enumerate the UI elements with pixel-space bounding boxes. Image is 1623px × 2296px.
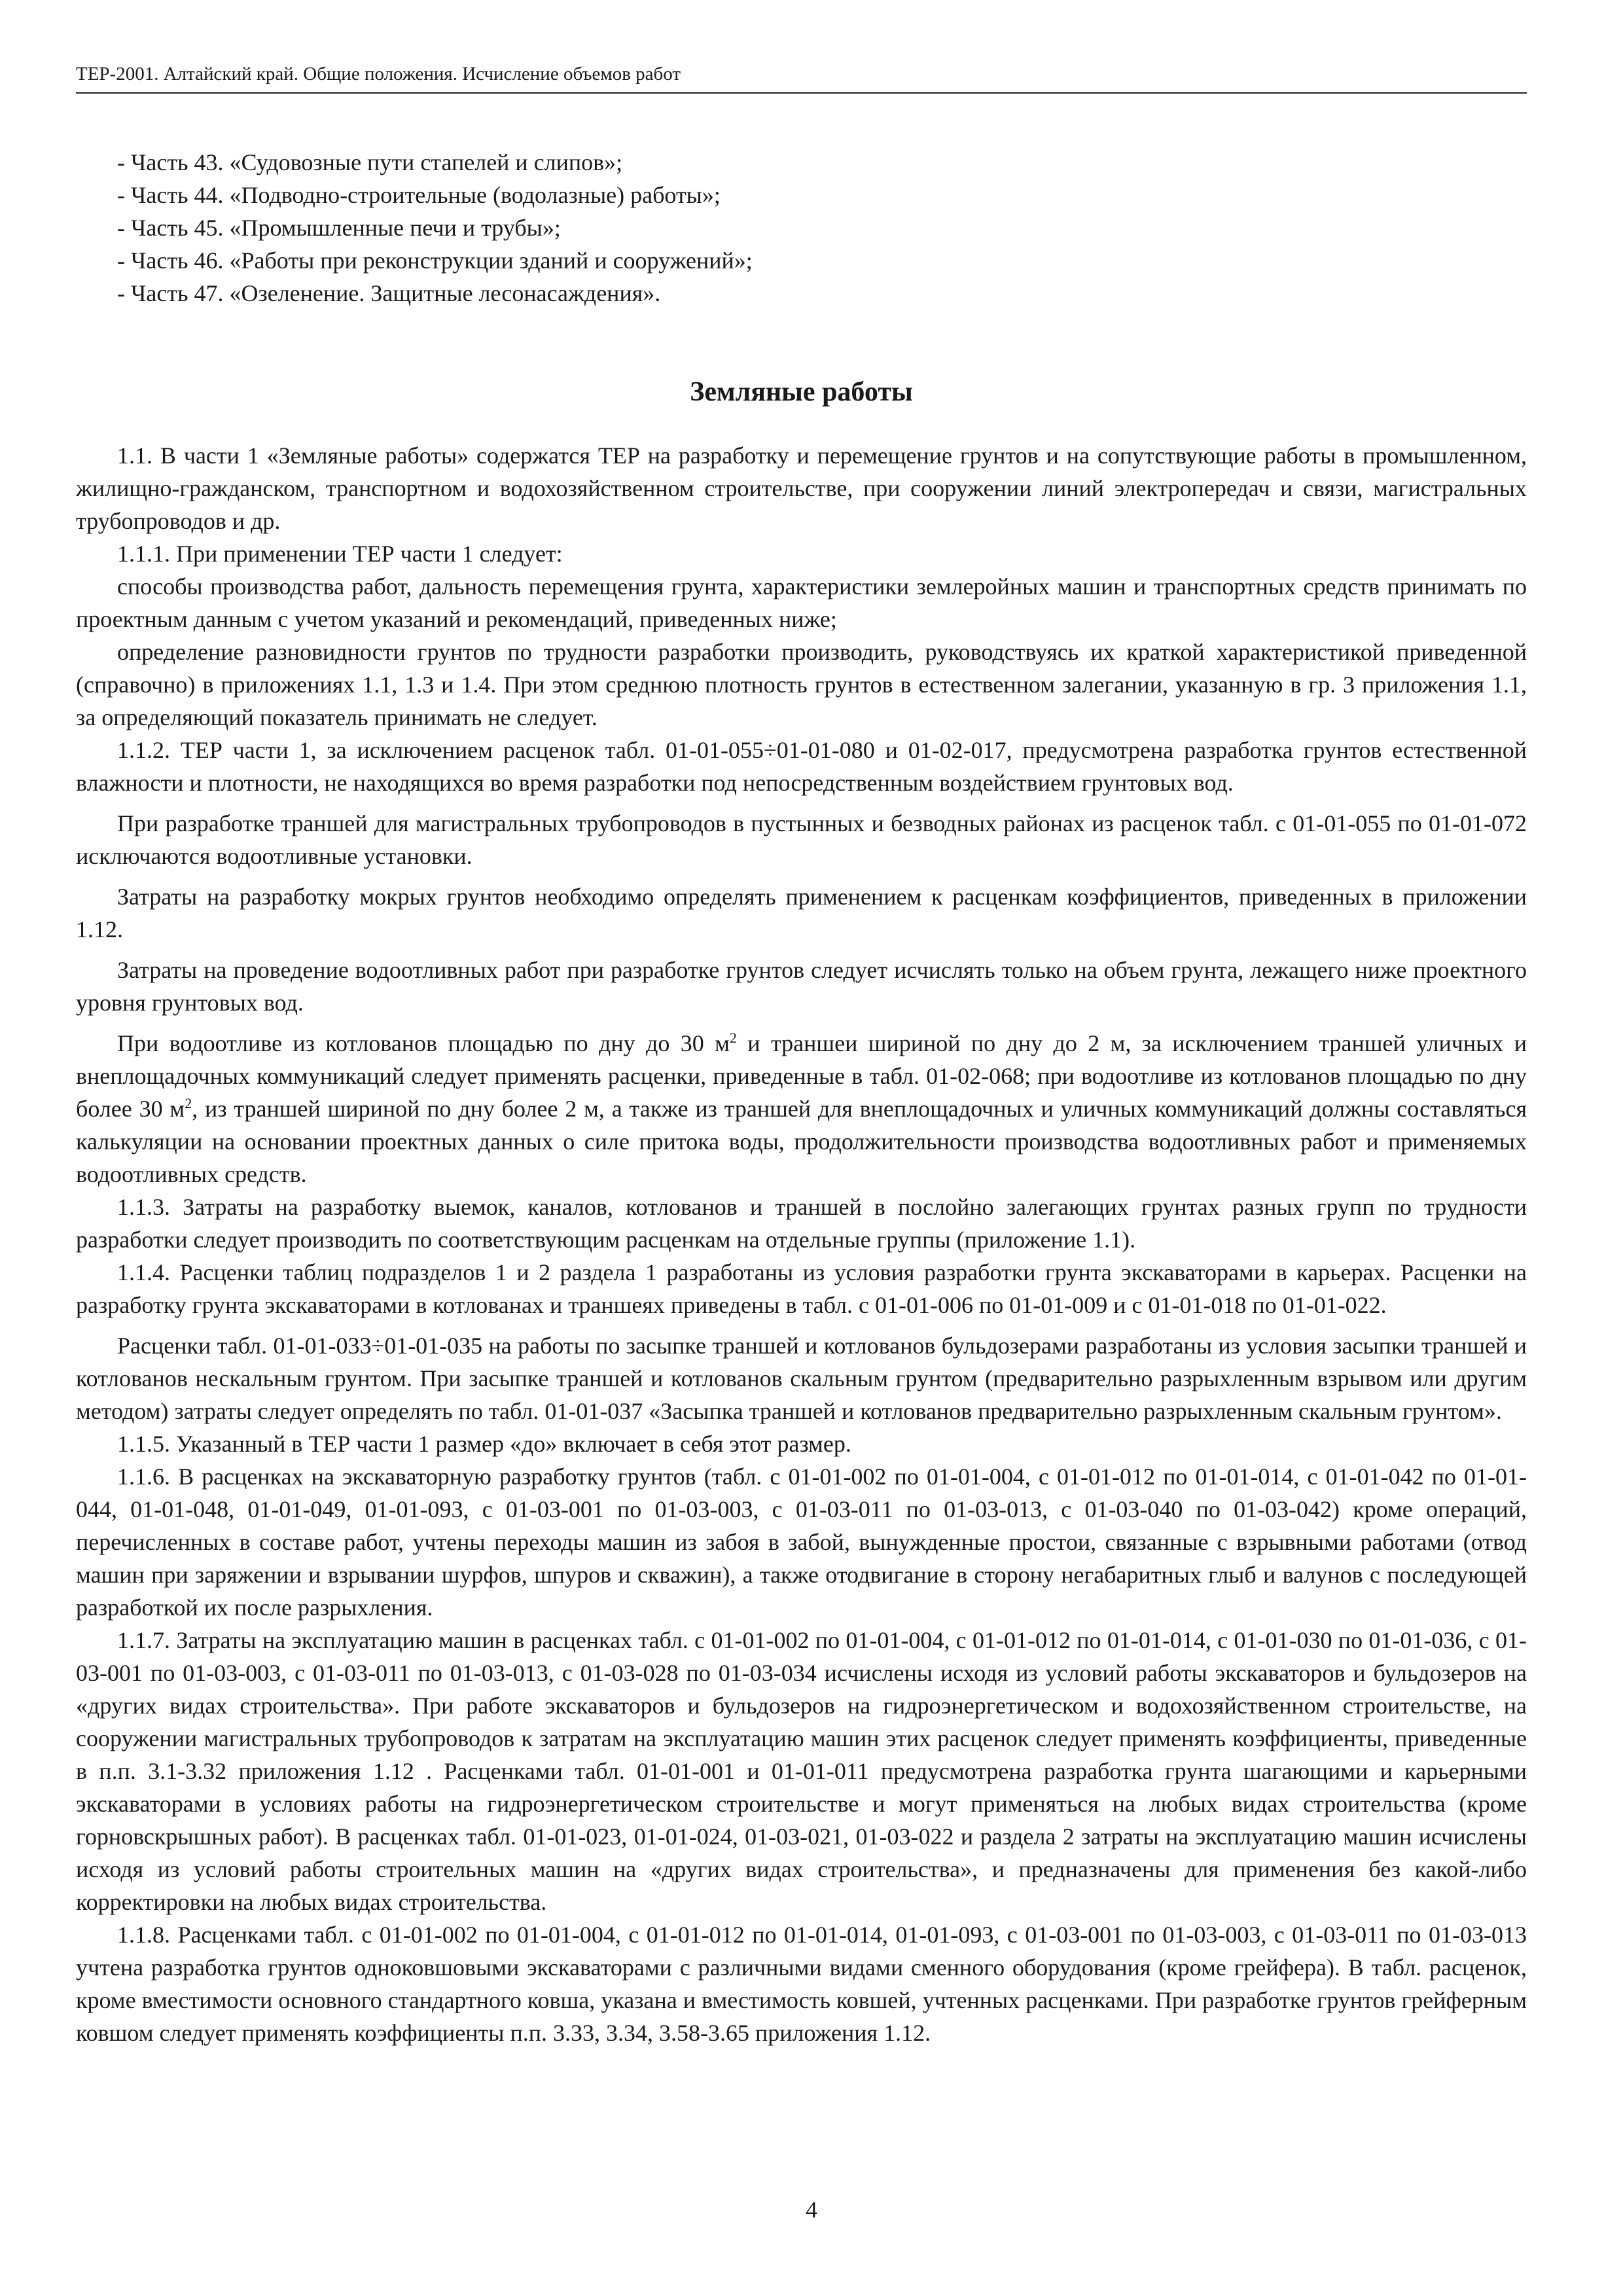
list-item: - Часть 43. «Судовозные пути стапелей и слипов»; bbox=[117, 149, 623, 175]
text-run: При водоотливе из котлованов площадью по дну до 30 м bbox=[117, 1030, 730, 1056]
paragraph: способы производства работ, дальность перемещения грунта, характеристики землеройных машин и транспортных средств принимать по проектным данным с учетом указаний и рекомендаций, приведенных ниже; bbox=[76, 573, 1527, 632]
paragraph: Затраты на разработку мокрых грунтов необходимо определять применением к расценкам коэффициентов, приведенных в приложении 1.12. bbox=[76, 883, 1527, 942]
paragraph: Расценки табл. 01-01-033÷01-01-035 на работы по засыпке траншей и котлованов бульдозерами разработаны из условия засыпки траншей и котлованов нескальным грунтом. При засыпке траншей и котлованов скальным грунтом (предварительно разрыхленным взрывом или другим методом) затраты следует определять по табл. 01-01-037 «Засыпка траншей и котлованов предварительно разрыхленным скальным грунтом». bbox=[76, 1332, 1527, 1424]
document-body bbox=[76, 439, 1527, 2049]
list-item: - Часть 47. «Озеленение. Защитные лесонасаждения». bbox=[117, 279, 661, 306]
paragraph: 1.1.5. Указанный в ТЕР части 1 размер «до» включает в себя этот размер. bbox=[117, 1430, 851, 1457]
list-item: - Часть 46. «Работы при реконструкции зданий и сооружений»; bbox=[117, 247, 753, 274]
paragraph-with-superscripts bbox=[76, 1027, 1527, 1191]
paragraph: 1.1.2. ТЕР части 1, за исключением расценок табл. 01-01-055÷01-01-080 и 01-02-017, предусмотрена разработка грунтов естественной влажности и плотности, не находящихся во время разработки под непосредственным воздействием грунтовых вод. bbox=[76, 736, 1527, 796]
paragraph: 1.1.4. Расценки таблиц подразделов 1 и 2 раздела 1 разработаны из условия разработки грунта экскаваторами в карьерах. Расценки на разработку грунта экскаваторами в котлованах и траншеях приведены в табл. с 01-01-006 по 01-01-009 и с 01-01-018 по 01-01-022. bbox=[76, 1259, 1527, 1318]
superscript: 2 bbox=[185, 1094, 192, 1111]
section-title: Земляные работы bbox=[690, 376, 913, 407]
paragraph: 1.1.7. Затраты на эксплуатацию машин в расценках табл. с 01-01-002 по 01-01-004, с 01-01-012 по 01-01-014, с 01-01-030 по 01-01-036, с 01-03-001 по 01-03-003, с 01-03-011 по 01-03-013, с 01-03-028 по 01-03-034 исчислены исходя из условий работы экскаваторов и бульдозеров на «других видах строительства». При работе экскаваторов и бульдозеров на гидроэнергетическом и водохозяйственном строительстве, на сооружении магистральных трубопроводов к затратам на эксплуатацию машин этих расценок следует применять коэффициенты, приведенные в п.п. 3.1-3.32 приложения 1.12 . Расценками табл. 01-01-001 и 01-01-011 предусмотрена разработка грунта шагающими и карьерными экскаваторами в условиях работы на гидроэнергетическом строительстве и могут применяться на любых видах строительства (кроме горновскрышных работ). В расценках табл. 01-01-023, 01-01-024, 01-03-021, 01-03-022 и раздела 2 затраты на эксплуатацию машин исчислены исходя из условий работы строительных машин на «других видах строительства», и предназначены для применения без какой-либо корректировки на любых видах строительства. bbox=[76, 1626, 1527, 1915]
paragraph: Затраты на проведение водоотливных работ при разработке грунтов следует исчислять только на объем грунта, лежащего ниже проектного уровня грунтовых вод. bbox=[76, 956, 1527, 1016]
paragraph: 1.1.6. В расценках на экскаваторную разработку грунтов (табл. с 01-01-002 по 01-01-004, с 01-01-012 по 01-01-014, с 01-01-042 по 01-01-044, 01-01-048, 01-01-049, 01-01-093, с 01-03-001 по 01-03-003, с 01-03-011 по 01-03-013, с 01-03-040 по 01-03-042) кроме операций, перечисленных в составе работ, учтены переходы машин из забоя в забой, вынужденные простои, связанные с взрывными работами (отвод машин при заряжении и взрывании шурфов, шпуров и скважин), а также отодвигание в сторону негабаритных глыб и валунов с последующей разработкой их после разрыхления. bbox=[76, 1463, 1527, 1621]
paragraph: 1.1.8. Расценками табл. с 01-01-002 по 01-01-004, с 01-01-012 по 01-01-014, 01-01-093, с 01-03-001 по 01-03-003, с 01-03-011 по 01-03-013 учтена разработка грунтов одноковшовыми экскаваторами с различными видами сменного оборудования (кроме грейфера). В табл. расценок, кроме вместимости основного стандартного ковша, указана и вместимость ковшей, учтенных расценками. При разработке грунтов грейферным ковшом следует применять коэффициенты п.п. 3.33, 3.34, 3.58-3.65 приложения 1.12. bbox=[76, 1921, 1527, 2046]
paragraph: определение разновидности грунтов по трудности разработки производить, руководствуясь их краткой характеристикой приведенной (справочно) в приложениях 1.1, 1.3 и 1.4. При этом среднюю плотность грунтов в естественном залегании, указанную в гр. 3 приложения 1.1, за определяющий показатель принимать не следует. bbox=[76, 638, 1527, 730]
text-run: , из траншей шириной по дну более 2 м, а также из траншей для внеплощадочных и уличных коммуникаций должны составляться калькуляции на основании проектных данных о силе притока воды, продолжительности производства водоотливных работ и применяемых водоотливных средств. bbox=[76, 1095, 1527, 1187]
running-header: ТЕР-2001. Алтайский край. Общие положения. Исчисление объемов работ bbox=[76, 63, 1527, 94]
page-number: 4 bbox=[806, 2197, 817, 2223]
paragraph: При разработке траншей для магистральных трубопроводов в пустынных и безводных районах из расценок табл. с 01-01-055 по 01-01-072 исключаются водоотливные установки. bbox=[76, 810, 1527, 869]
document-page bbox=[76, 63, 1527, 2049]
text-run: и траншеи шириной по дну до 2 м, за исключением траншей уличных и внеплощадочных коммуникаций следует применять расценки, приведенные в табл. 01-02-068; при водоотливе из котлованов площадью по дну более 30 м bbox=[76, 1030, 1527, 1122]
superscript: 2 bbox=[729, 1029, 737, 1046]
list-item: - Часть 44. «Подводно-строительные (водолазные) работы»; bbox=[117, 181, 721, 208]
paragraph: 1.1.3. Затраты на разработку выемок, каналов, котлованов и траншей в послойно залегающих грунтах разных групп по трудности разработки следует производить по соответствующим расценкам на отдельные группы (приложение 1.1). bbox=[76, 1193, 1527, 1253]
list-item: - Часть 45. «Промышленные печи и трубы»; bbox=[117, 214, 561, 241]
parts-list bbox=[76, 146, 1527, 310]
paragraph: 1.1.1. При применении ТЕР части 1 следует: bbox=[117, 540, 563, 567]
paragraph: 1.1. В части 1 «Земляные работы» содержатся ТЕР на разработку и перемещение грунтов и на сопутствующие работы в промышленном, жилищно-гражданском, транспортном и водохозяйственном строительстве, при сооружении линий электропередач и связи, магистральных трубопроводов и др. bbox=[76, 442, 1527, 534]
